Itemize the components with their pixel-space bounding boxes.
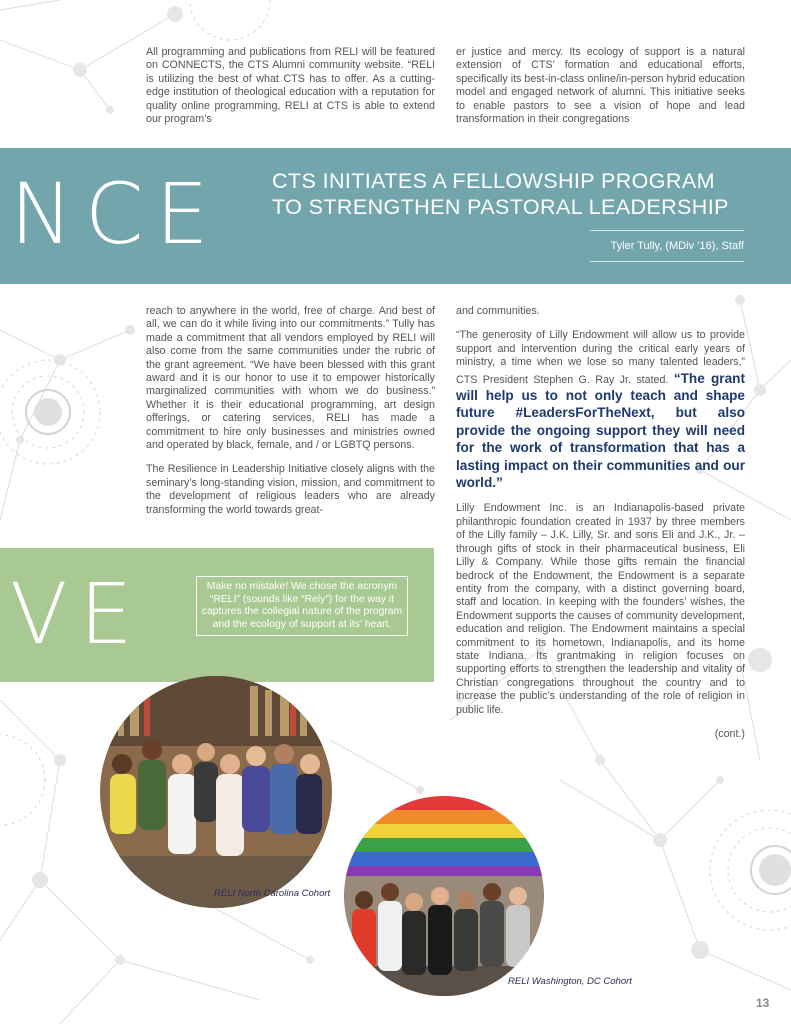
- quote-highlight: “The grant will help us to not only teach and shape future #LeadersForTheNext, but also provide the ongoing support they will need for the work of transformation that has a lasting impact on their communities and our world.”: [456, 370, 745, 491]
- continued-marker: (cont.): [714, 727, 745, 740]
- dc-cohort-caption: RELI Washington, DC Cohort: [508, 976, 632, 987]
- nc-cohort-photo: [100, 676, 332, 908]
- body-right-paragraph-1: and communities.: [456, 305, 540, 317]
- body-right-column: [456, 305, 745, 741]
- top-left-column: [146, 46, 435, 137]
- dc-cohort-photo: [344, 796, 544, 996]
- lilly-endowment-paragraph: Lilly Endowment Inc. is an Indianapolis-based private philanthropic foundation created in 1937 by three members of the Lilly family – J.K. Lilly, Sr. and sons Eli and J.K., Jr. – through gifts of stock in their pharmaceutical business, Eli Lilly & Company. While those gifts remain the financial bedrock of the Endowment, the Endowment is a separate entity from the company, with a distinct governing board, staff and location. In keeping with the founders’ wishes, the Endowment supports the causes of community development, education and religion. The Endowment maintains a special commitment to its hometown, Indianapolis, and its home state Indiana. Its grantmaking in religion focuses on supporting efforts to strengthen the leadership and vitality of Christian congregations throughout the country and to increase the public’s understanding of the role of religion in public life.: [456, 502, 745, 716]
- top-right-paragraph: er justice and mercy. Its ecology of support is a natural extension of CTS’ formation and educational efforts, specifically its best-in-class online/in-person hybrid education model and engaged network of alumni. This initiative seeks to enable pastors to see a vision of hope and lead transformation in their congregations: [456, 46, 745, 126]
- nc-cohort-caption: RELI North Carolina Cohort: [214, 888, 331, 899]
- body-left-column: [146, 305, 435, 528]
- top-left-paragraph: All programming and publications from RELI will be featured on CONNECTS, the CTS Alumni community website. “RELI is utilizing the best of what CTS has to offer. As a cutting-edge institution of theological education with a reputation for quality online programming, RELI at CTS is able to extend our program’s: [146, 46, 435, 126]
- article-title-line1: CTS INITIATES A FELLOWSHIP PROGRAM: [272, 169, 715, 193]
- article-title: [272, 168, 772, 220]
- banner-big-word: NCE: [10, 165, 221, 263]
- article-byline: Tyler Tully, (MDiv ’16), Staff: [590, 230, 744, 262]
- body-left-paragraph-1: reach to anywhere in the world, free of charge. And best of all, we can do it while living into our commitments.” Tully has made a commitment that all vendors employed by RELI will also come from the same communities under the rubric of the grant agreement. “We have been blessed with this grant award and it is our honor to use it to empower historically marginalized communities with whom we do business.” Whether it is their educational programming, art design offerings, or catering services, RELI has made a commitment to hire only businesses and ministries owned and operated by black, female, and / or LGBTQ persons.: [146, 305, 435, 452]
- top-right-column: [456, 46, 745, 137]
- article-title-line2: TO STRENGTHEN PASTORAL LEADERSHIP: [272, 195, 729, 219]
- body-left-paragraph-2: The Resilience in Leadership Initiative closely aligns with the seminary’s long-standing vision, mission, and commitment to the development of religious leaders who are already transforming the world towards great-: [146, 463, 435, 516]
- page-number: 13: [756, 996, 770, 1010]
- green-band-big-word: VE: [10, 565, 145, 663]
- pull-quote: Make no mistake! We chose the acronym “RELI” (sounds like “Rely”) for the way it captures the collegial nature of the program and the ecology of support at its’ heart.: [196, 576, 408, 636]
- president-quote-paragraph: [456, 329, 745, 491]
- quote-lead-text: “The generosity of Lilly Endowment will allow us to provide support and intervention during the critical early years of ministry, a time when we lose so many talented leaders,” CTS President Stephen G. Ray Jr. stated.: [456, 329, 745, 386]
